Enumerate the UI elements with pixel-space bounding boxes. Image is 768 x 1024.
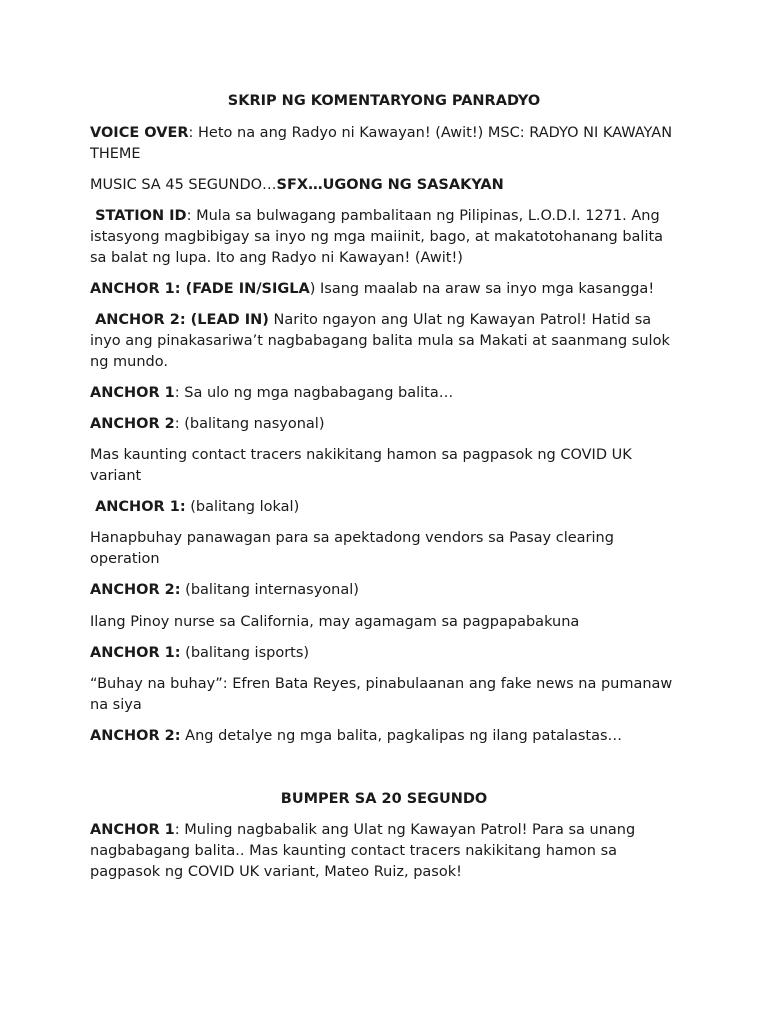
anchor2-intro-label: ANCHOR 2: (LEAD IN)	[95, 312, 269, 328]
anchor1-local-label: ANCHOR 1:	[95, 499, 186, 515]
anchor1-intro-text: ) Isang maalab na araw sa inyo mga kasangga!	[309, 281, 655, 297]
music-text: MUSIC SA 45 SEGUNDO…	[90, 177, 277, 193]
station-id-paragraph	[90, 206, 682, 269]
news-international-paragraph: Ilang Pinoy nurse sa California, may agamagam sa pagpapabakuna	[90, 614, 580, 630]
station-id-text: : Mula sa bulwagang pambalitaan ng Pilipinas, L.O.D.I. 1271. Ang istasyong magbibigay sa inyo ng mga maiinit, bago, at makatotohanang balita sa balat ng lupa. Ito ang Radyo ni Kawayan! (Awit!)	[90, 208, 664, 266]
station-id-label: STATION ID	[95, 208, 187, 224]
anchor1-intro-paragraph	[90, 279, 682, 300]
anchor2-national-paragraph	[90, 414, 682, 435]
anchor2-international-text: (balitang internasyonal)	[180, 582, 359, 598]
anchor2-intro-text: Narito ngayon ang Ulat ng Kawayan Patrol! Hatid sa inyo ang pinakasariwa’t nagbabagang balita mula sa Makati at saanmang sulok ng mundo.	[90, 312, 670, 370]
voice-over-paragraph	[90, 123, 682, 165]
anchor2-national-label: ANCHOR 2	[90, 416, 175, 432]
anchor1-return-text: : Muling nagbabalik ang Ulat ng Kawayan Patrol! Para sa unang nagbabagang balita.. Mas kaunting contact tracers nakikitang hamon sa pagpasok ng COVID UK variant, Mateo Ruiz, pasok!	[90, 822, 636, 880]
anchor2-intro-paragraph	[90, 310, 682, 373]
anchor2-details-paragraph	[90, 726, 682, 747]
anchor1-return-paragraph	[90, 820, 682, 883]
anchor1-local-text: (balitang lokal)	[185, 499, 300, 515]
anchor1-local-paragraph	[90, 497, 682, 518]
bumper-heading: BUMPER SA 20 SEGUNDO	[280, 791, 488, 807]
anchor1-sports-label: ANCHOR 1:	[90, 645, 181, 661]
anchor1-headline-text: : Sa ulo ng mga nagbabagang balita…	[174, 385, 454, 401]
news-national-paragraph: Mas kaunting contact tracers nakikitang hamon sa pagpasok ng COVID UK variant	[90, 447, 632, 484]
anchor2-national-text: : (balitang nasyonal)	[174, 416, 325, 432]
voice-over-text: : Heto na ang Radyo ni Kawayan! (Awit!) MSC: RADYO NI KAWAYAN THEME	[90, 125, 673, 162]
news-local-paragraph: Hanapbuhay panawagan para sa apektadong vendors sa Pasay clearing operation	[90, 530, 614, 567]
music-paragraph	[90, 175, 682, 196]
anchor2-international-paragraph	[90, 580, 682, 601]
anchor1-intro-label: ANCHOR 1: (FADE IN/SIGLA	[90, 281, 310, 297]
news-sports-paragraph: “Buhay na buhay”: Efren Bata Reyes, pinabulaanan ang fake news na pumanaw na siya	[90, 676, 673, 713]
anchor1-sports-paragraph	[90, 643, 682, 664]
voice-over-label: VOICE OVER	[90, 125, 189, 141]
anchor2-details-label: ANCHOR 2:	[90, 728, 181, 744]
anchor1-headline-label: ANCHOR 1	[90, 385, 175, 401]
anchor1-return-label: ANCHOR 1	[90, 822, 175, 838]
anchor2-international-label: ANCHOR 2:	[90, 582, 181, 598]
anchor1-headline-paragraph	[90, 383, 682, 404]
document-title: SKRIP NG KOMENTARYONG PANRADYO	[227, 93, 541, 109]
anchor2-details-text: Ang detalye ng mga balita, pagkalipas ng ilang patalastas…	[180, 728, 623, 744]
sfx-label: SFX…UGONG NG SASAKYAN	[276, 177, 504, 193]
anchor1-sports-text: (balitang isports)	[180, 645, 310, 661]
